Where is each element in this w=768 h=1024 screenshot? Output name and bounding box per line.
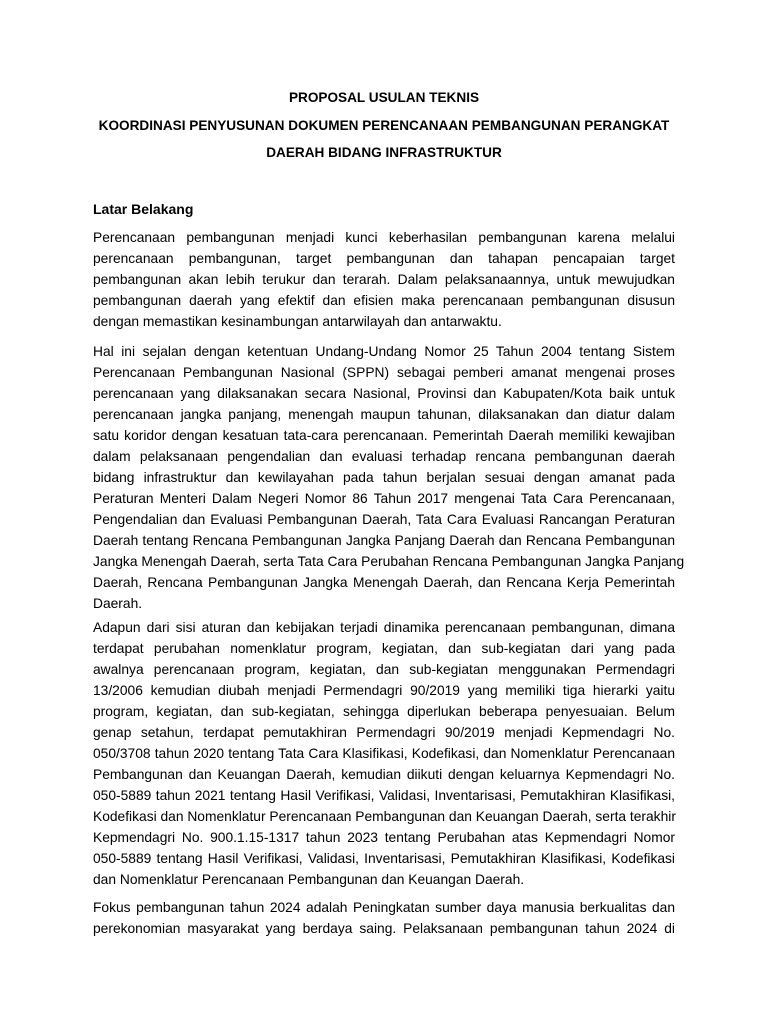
paragraph-line: 050-5889 tahun 2021 tentang Hasil Verifikasi, Validasi, Inventarisasi, Pemutakhiran Klasifikasi, (93, 788, 675, 803)
title-line-2: KOORDINASI PENYUSUNAN DOKUMEN PERENCANAAN PEMBANGUNAN PERANGKAT (98, 117, 670, 133)
paragraph-line: satu koridor dengan kesatuan tata-cara perencanaan. Pemerintah Daerah memiliki kewajiban (93, 428, 675, 443)
paragraph-line: Perencanaan pembangunan menjadi kunci keberhasilan pembangunan karena melalui (93, 230, 675, 245)
paragraph-line: pembangunan daerah yang efektif dan efisien maka perencanaan pembangunan disusun (93, 293, 675, 308)
paragraph-line: Daerah. (93, 596, 143, 611)
paragraph-line: Peraturan Menteri Dalam Negeri Nomor 86 Tahun 2017 mengenai Tata Cara Perencanaan, (93, 491, 675, 506)
paragraph-line: 050-5889 tentang Hasil Verifikasi, Validasi, Inventarisasi, Pemutakhiran Klasifikasi, Kodefikasi (93, 851, 675, 866)
paragraph-line: Daerah tentang Rencana Pembangunan Jangka Panjang Daerah dan Rencana Pembangunan (93, 533, 675, 548)
paragraph-line: Hal ini sejalan dengan ketentuan Undang-Undang Nomor 25 Tahun 2004 tentang Sistem (93, 344, 675, 359)
paragraph-line: genap setahun, terdapat pemutakhiran Permendagri 90/2019 menjadi Kepmendagri No. (93, 725, 675, 740)
paragraph-line: perekonomian masyarakat yang berdaya saing. Pelaksanaan pembangunan tahun 2024 di (93, 921, 675, 936)
section-heading-latar-belakang: Latar Belakang (93, 201, 194, 217)
paragraph-line: dan Nomenklatur Perencanaan Pembangunan dan Keuangan Daerah. (93, 872, 525, 887)
paragraph-line: terdapat perubahan nomenklatur program, kegiatan, dan sub-kegiatan dari yang pada (93, 641, 675, 656)
paragraph-line: bidang infrastruktur dan kewilayahan pada tahun berjalan sesuai dengan amanat pada (93, 470, 675, 485)
paragraph-line: Pengendalian dan Evaluasi Pembangunan Daerah, Tata Cara Evaluasi Rancangan Peraturan (93, 512, 675, 527)
paragraph-line: program, kegiatan, dan sub-kegiatan, sehingga diperlukan beberapa penyesuaian. Belum (93, 704, 675, 719)
paragraph-line: Perencanaan Pembangunan Nasional (SPPN) sebagai pemberi amanat mengenai proses (93, 365, 675, 380)
paragraph-line: Kodefikasi dan Nomenklatur Perencanaan Pembangunan dan Keuangan Daerah, serta terakhir (93, 809, 676, 824)
paragraph-line: perencanaan jangka panjang, menengah maupun tahunan, dilaksanakan dan diatur dalam (93, 407, 675, 422)
paragraph-line: perencanaan pembangunan, target pembangunan dan tahapan pencapaian target (93, 251, 675, 266)
paragraph-line: Kepmendagri No. 900.1.15-1317 tahun 2023 tentang Perubahan atas Kepmendagri Nomor (93, 830, 675, 845)
document-title (92, 84, 676, 167)
paragraph-line: 050/3708 tahun 2020 tentang Tata Cara Klasifikasi, Kodefikasi, dan Nomenklatur Perencanaan (93, 746, 675, 761)
paragraph-2 (93, 341, 685, 614)
paragraph-line: Jangka Menengah Daerah, serta Tata Cara Perubahan Rencana Pembangunan Jangka Panjang (93, 554, 685, 569)
paragraph-line: 13/2006 kemudian diubah menjadi Permendagri 90/2019 yang memiliki tiga hierarki yaitu (93, 683, 675, 698)
paragraph-line: awalnya perencanaan program, kegiatan, dan sub-kegiatan menggunakan Permendagri (93, 662, 675, 677)
paragraph-3 (93, 617, 675, 890)
paragraph-1 (93, 227, 675, 332)
paragraph-line: Daerah, Rencana Pembangunan Jangka Menengah Daerah, dan Rencana Kerja Pemerintah (93, 575, 675, 590)
paragraph-line: pembangunan akan lebih terukur dan terarah. Dalam pelaksanaannya, untuk mewujudkan (93, 272, 675, 287)
paragraph-line: Pembangunan dan Keuangan Daerah, kemudian diikuti dengan keluarnya Kepmendagri No. (93, 767, 675, 782)
paragraph-line: Fokus pembangunan tahun 2024 adalah Peningkatan sumber daya manusia berkualitas dan (93, 900, 675, 915)
paragraph-line: Adapun dari sisi aturan dan kebijakan terjadi dinamika perencanaan pembangunan, dimana (93, 620, 675, 635)
paragraph-line: perencanaan yang dilaksanakan secara Nasional, Provinsi dan Kabupaten/Kota baik untuk (93, 386, 675, 401)
paragraph-line: dengan memastikan kesinambungan antarwilayah dan antarwaktu. (93, 314, 502, 329)
title-line-3: DAERAH BIDANG INFRASTRUKTUR (266, 145, 502, 160)
paragraph-line: dalam pelaksanaan pengendalian dan evaluasi terhadap rencana pembangunan daerah (93, 449, 675, 464)
paragraph-4 (93, 897, 675, 939)
title-line-1: PROPOSAL USULAN TEKNIS (288, 90, 480, 105)
